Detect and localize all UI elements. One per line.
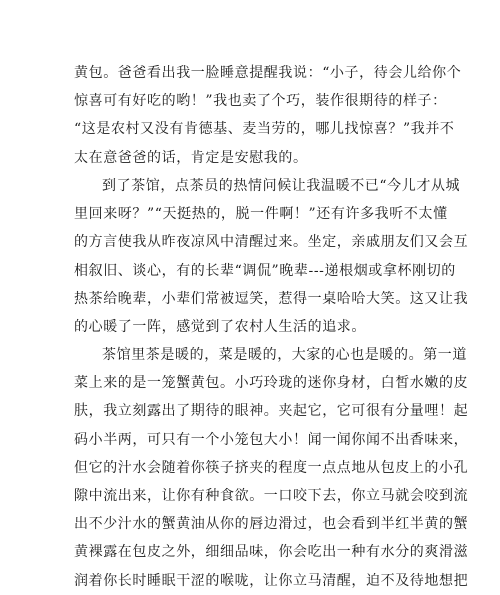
text-line: 黄包。爸爸看出我一脸睡意提醒我说：“小子，待会儿给你个 [74,65,462,81]
text-line: 相叙旧、谈心，有的长辈“调侃”晚辈---递根烟或拿杯刚切的 [74,262,456,279]
text-line: 里回来呀？”“天挺热的，脱一件啊！”还有许多我听不太懂 [74,206,448,223]
paragraph-1 [74,59,462,172]
text-line: 出不少汁水的蟹黄油从你的唇边滑过，也会看到半红半黄的蟹 [74,516,469,533]
text-line: 码小半两，可只有一个小笼包大小！闻一闻你闻不出香味来， [74,431,469,448]
paragraph-2 [74,172,469,341]
text-line: 茶馆里茶是暖的，菜是暖的，大家的心也是暖的。第一道 [102,347,467,363]
paragraph-3 [74,341,469,595]
text-line: 肤，我立刻露出了期待的眼神。夹起它，它可很有分量哩！起 [74,403,469,420]
text-line: 的方言使我从昨夜凉风中清醒过来。坐定，亲戚朋友们又会互 [74,234,469,251]
text-line: 惊喜可有好吃的哟！”我也卖了个巧，装作很期待的样子： [74,93,447,110]
text-line: 润着你长时睡眠干涩的喉咙，让你立马清醒，迫不及待地想把 [74,572,469,589]
text-line: 的心暖了一阵，感觉到了农村人生活的追求。 [74,318,366,335]
text-line: 热茶给晚辈，小辈们常被逗笑，惹得一桌哈哈大笑。这又让我 [74,290,469,307]
text-line: 隙中流出来，让你有种食欲。一口咬下去，你立马就会咬到流 [74,487,469,504]
text-line: 黄裸露在包皮之外，细细品味，你会吃出一种有水分的爽滑滋 [74,544,469,561]
text-line: 太在意爸爸的话，肯定是安慰我的。 [74,149,308,166]
text-line: 但它的汁水会随着你筷子挤夹的程度一点点地从包皮上的小孔 [74,459,469,476]
text-line: 菜上来的是一笼蟹黄包。小巧玲珑的迷你身材，白皙水嫩的皮 [74,375,469,392]
text-line: 到了茶馆，点茶员的热情问候让我温暖不已“今儿才从城 [102,178,461,194]
text-line: “这是农村又没有肯德基、麦当劳的，哪儿找惊喜？”我并不 [74,121,455,138]
